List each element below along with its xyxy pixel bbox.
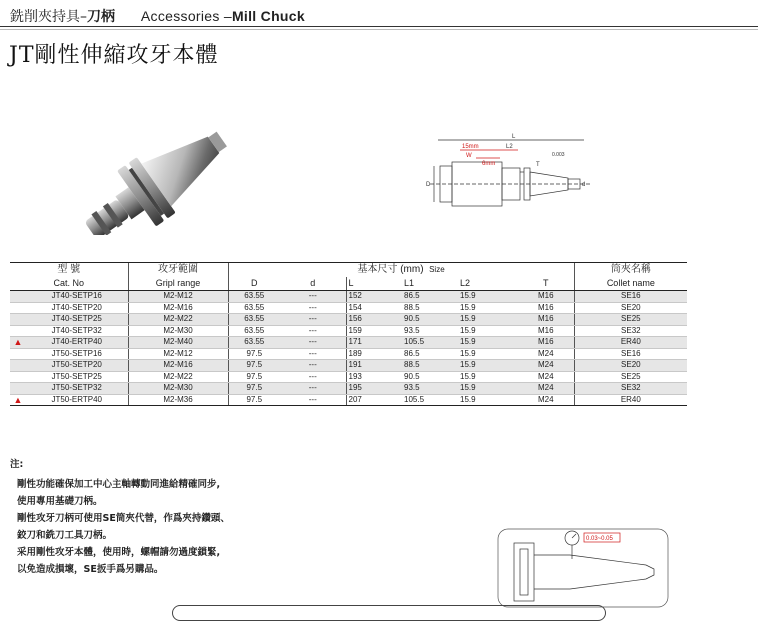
col-L2: L2 — [458, 277, 518, 291]
cell-T: M24 — [518, 348, 574, 360]
row-marker — [10, 291, 26, 303]
cell-d: --- — [280, 314, 346, 326]
cell-D: 97.5 — [228, 394, 280, 406]
table-row — [10, 371, 687, 383]
cell-T: M24 — [518, 383, 574, 395]
cell-cat: JT40-SETP16 — [26, 291, 128, 303]
cell-L: 156 — [346, 314, 402, 326]
cell-L1: 88.5 — [402, 302, 458, 314]
cell-d: --- — [280, 325, 346, 337]
cell-D: 97.5 — [228, 383, 280, 395]
cell-L: 152 — [346, 291, 402, 303]
cell-D: 63.55 — [228, 291, 280, 303]
cell-D: 63.55 — [228, 302, 280, 314]
cell-L2: 15.9 — [458, 348, 518, 360]
col-dim-en: Size — [429, 265, 445, 274]
cell-L2: 15.9 — [458, 314, 518, 326]
label-T: T — [536, 162, 540, 168]
cell-grip: M2-M12 — [128, 291, 228, 303]
label-W: W — [466, 153, 472, 159]
cell-D: 63.55 — [228, 337, 280, 349]
cell-L: 154 — [346, 302, 402, 314]
cell-d: --- — [280, 337, 346, 349]
table-header-row-1 — [10, 263, 687, 278]
cell-L2: 15.9 — [458, 371, 518, 383]
header-text — [10, 6, 305, 26]
cell-grip: M2-M40 — [128, 337, 228, 349]
cell-d: --- — [280, 383, 346, 395]
cell-L1: 93.5 — [402, 325, 458, 337]
spec-table — [10, 262, 687, 406]
table-row — [10, 383, 687, 395]
label-L2: L2 — [506, 144, 513, 150]
cell-L: 207 — [346, 394, 402, 406]
cell-grip: M2-M12 — [128, 348, 228, 360]
header-zh-bold: 刀柄 — [87, 9, 115, 25]
col-collet-en: Collet name — [574, 277, 687, 291]
col-cat-zh: 型 號 — [10, 263, 128, 278]
cell-D: 63.55 — [228, 314, 280, 326]
cell-D: 97.5 — [228, 348, 280, 360]
cell-T: M16 — [518, 337, 574, 349]
cell-T: M16 — [518, 291, 574, 303]
header-zh-prefix: 銑削夾持具– — [10, 9, 87, 25]
cell-grip: M2-M22 — [128, 314, 228, 326]
row-marker — [10, 314, 26, 326]
cell-cat: JT50-SETP20 — [26, 360, 128, 372]
cell-L1: 86.5 — [402, 348, 458, 360]
cell-T: M16 — [518, 314, 574, 326]
table-row — [10, 348, 687, 360]
col-grip-zh: 攻牙範圍 — [128, 263, 228, 278]
cell-T: M16 — [518, 302, 574, 314]
tolerance-label: 0.03~0.05 — [586, 536, 613, 542]
cell-L: 195 — [346, 383, 402, 395]
tolerance-drawing — [496, 525, 671, 609]
label-L: L — [512, 134, 516, 140]
note-line: 剛性功能確保加工中心主軸轉動同進給精確同步, — [17, 479, 221, 490]
cell-L: 171 — [346, 337, 402, 349]
cell-T: M24 — [518, 360, 574, 372]
cell-d: --- — [280, 348, 346, 360]
row-marker: ▲ — [10, 394, 26, 406]
cell-D: 63.55 — [228, 325, 280, 337]
col-dim-zh: 基本尺寸 (mm) — [357, 264, 424, 275]
cell-cat: JT40-SETP20 — [26, 302, 128, 314]
cell-L1: 90.5 — [402, 371, 458, 383]
cell-grip: M2-M36 — [128, 394, 228, 406]
page-title: JT剛性伸縮攻牙本體 — [9, 43, 219, 68]
cell-L1: 105.5 — [402, 394, 458, 406]
cell-L2: 15.9 — [458, 383, 518, 395]
cell-d: --- — [280, 360, 346, 372]
cell-L: 191 — [346, 360, 402, 372]
cell-grip: M2-M30 — [128, 325, 228, 337]
cell-collet: SE32 — [574, 325, 687, 337]
header-en-bold: Mill Chuck — [231, 8, 305, 24]
cell-collet: ER40 — [574, 394, 687, 406]
table-row — [10, 302, 687, 314]
cell-collet: SE32 — [574, 383, 687, 395]
col-grip-en: Gripl range — [128, 277, 228, 291]
cell-L: 193 — [346, 371, 402, 383]
cell-D: 97.5 — [228, 360, 280, 372]
cell-L2: 15.9 — [458, 360, 518, 372]
header-en-prefix: Accessories – — [140, 8, 232, 24]
cell-grip: M2-M30 — [128, 383, 228, 395]
table-row — [10, 291, 687, 303]
note-line: 以免造成損壞，SE扳手爲另購品。 — [17, 564, 164, 575]
cell-L1: 88.5 — [402, 360, 458, 372]
cell-collet: ER40 — [574, 337, 687, 349]
col-D: D — [228, 277, 280, 291]
col-L1: L1 — [402, 277, 458, 291]
cell-L2: 15.9 — [458, 337, 518, 349]
label-gap: 6mm — [482, 161, 496, 167]
bottom-pill — [172, 605, 606, 621]
table-row — [10, 337, 687, 349]
note-line: 使用專用基礎刀柄。 — [17, 496, 103, 507]
cell-d: --- — [280, 394, 346, 406]
cell-d: --- — [280, 291, 346, 303]
cell-D: 97.5 — [228, 371, 280, 383]
notes — [10, 456, 230, 578]
header-en — [141, 8, 305, 24]
cell-collet: SE25 — [574, 371, 687, 383]
cell-cat: JT40-SETP25 — [26, 314, 128, 326]
cell-cat: JT50-SETP16 — [26, 348, 128, 360]
table-row — [10, 314, 687, 326]
header-zh — [10, 9, 115, 25]
cell-L1: 90.5 — [402, 314, 458, 326]
table-row — [10, 325, 687, 337]
table-header-row-2 — [10, 277, 687, 291]
cell-d: --- — [280, 371, 346, 383]
col-cat-en: Cat. No — [10, 277, 128, 291]
cell-grip: M2-M16 — [128, 302, 228, 314]
cell-cat: JT40-SETP32 — [26, 325, 128, 337]
cell-grip: M2-M22 — [128, 371, 228, 383]
cell-L1: 93.5 — [402, 383, 458, 395]
label-D: D — [426, 182, 431, 188]
cell-L: 189 — [346, 348, 402, 360]
header-rule-thin — [0, 29, 758, 30]
cell-cat: JT50-ERTP40 — [26, 394, 128, 406]
cell-collet: SE20 — [574, 360, 687, 372]
header-rule — [0, 26, 758, 27]
cell-collet: SE16 — [574, 291, 687, 303]
spec-table-body — [10, 291, 687, 406]
table-row — [10, 360, 687, 372]
row-marker: ▲ — [10, 337, 26, 349]
cell-grip: M2-M16 — [128, 360, 228, 372]
row-marker — [10, 302, 26, 314]
col-collet-zh: 筒夾名稱 — [574, 263, 687, 278]
cell-L2: 15.9 — [458, 302, 518, 314]
row-marker — [10, 371, 26, 383]
product-photo — [75, 125, 255, 235]
cell-L2: 15.9 — [458, 394, 518, 406]
col-d: d — [280, 277, 346, 291]
label-d: d — [582, 182, 586, 188]
row-marker — [10, 360, 26, 372]
label-datum: 0.003 — [552, 152, 565, 158]
label-L1: 15mm — [462, 144, 479, 150]
cell-collet: SE20 — [574, 302, 687, 314]
page-header — [0, 0, 758, 26]
cell-collet: SE16 — [574, 348, 687, 360]
cell-cat: JT50-SETP25 — [26, 371, 128, 383]
col-T: T — [518, 277, 574, 291]
cell-L2: 15.9 — [458, 291, 518, 303]
cell-collet: SE25 — [574, 314, 687, 326]
note-line: 采用剛性攻牙本體，使用時，螺帽請勿過度鎖緊, — [17, 547, 221, 558]
cell-L1: 105.5 — [402, 337, 458, 349]
row-marker — [10, 325, 26, 337]
cell-L: 159 — [346, 325, 402, 337]
col-dim-group — [228, 263, 574, 278]
note-line: 鉸刀和銑刀工具刀柄。 — [17, 530, 113, 541]
cell-T: M24 — [518, 394, 574, 406]
cell-L2: 15.9 — [458, 325, 518, 337]
row-marker — [10, 348, 26, 360]
cell-d: --- — [280, 302, 346, 314]
table-row — [10, 394, 687, 406]
cell-L1: 86.5 — [402, 291, 458, 303]
col-L: L — [346, 277, 402, 291]
dimension-drawing — [420, 128, 600, 218]
cell-cat: JT40-ERTP40 — [26, 337, 128, 349]
cell-T: M24 — [518, 371, 574, 383]
cell-cat: JT50-SETP32 — [26, 383, 128, 395]
cell-T: M16 — [518, 325, 574, 337]
notes-heading: 注: — [10, 459, 24, 470]
row-marker — [10, 383, 26, 395]
note-line: 剛性攻牙刀柄可使用SE筒夾代替，作爲夾持鑽頭、 — [17, 513, 230, 524]
